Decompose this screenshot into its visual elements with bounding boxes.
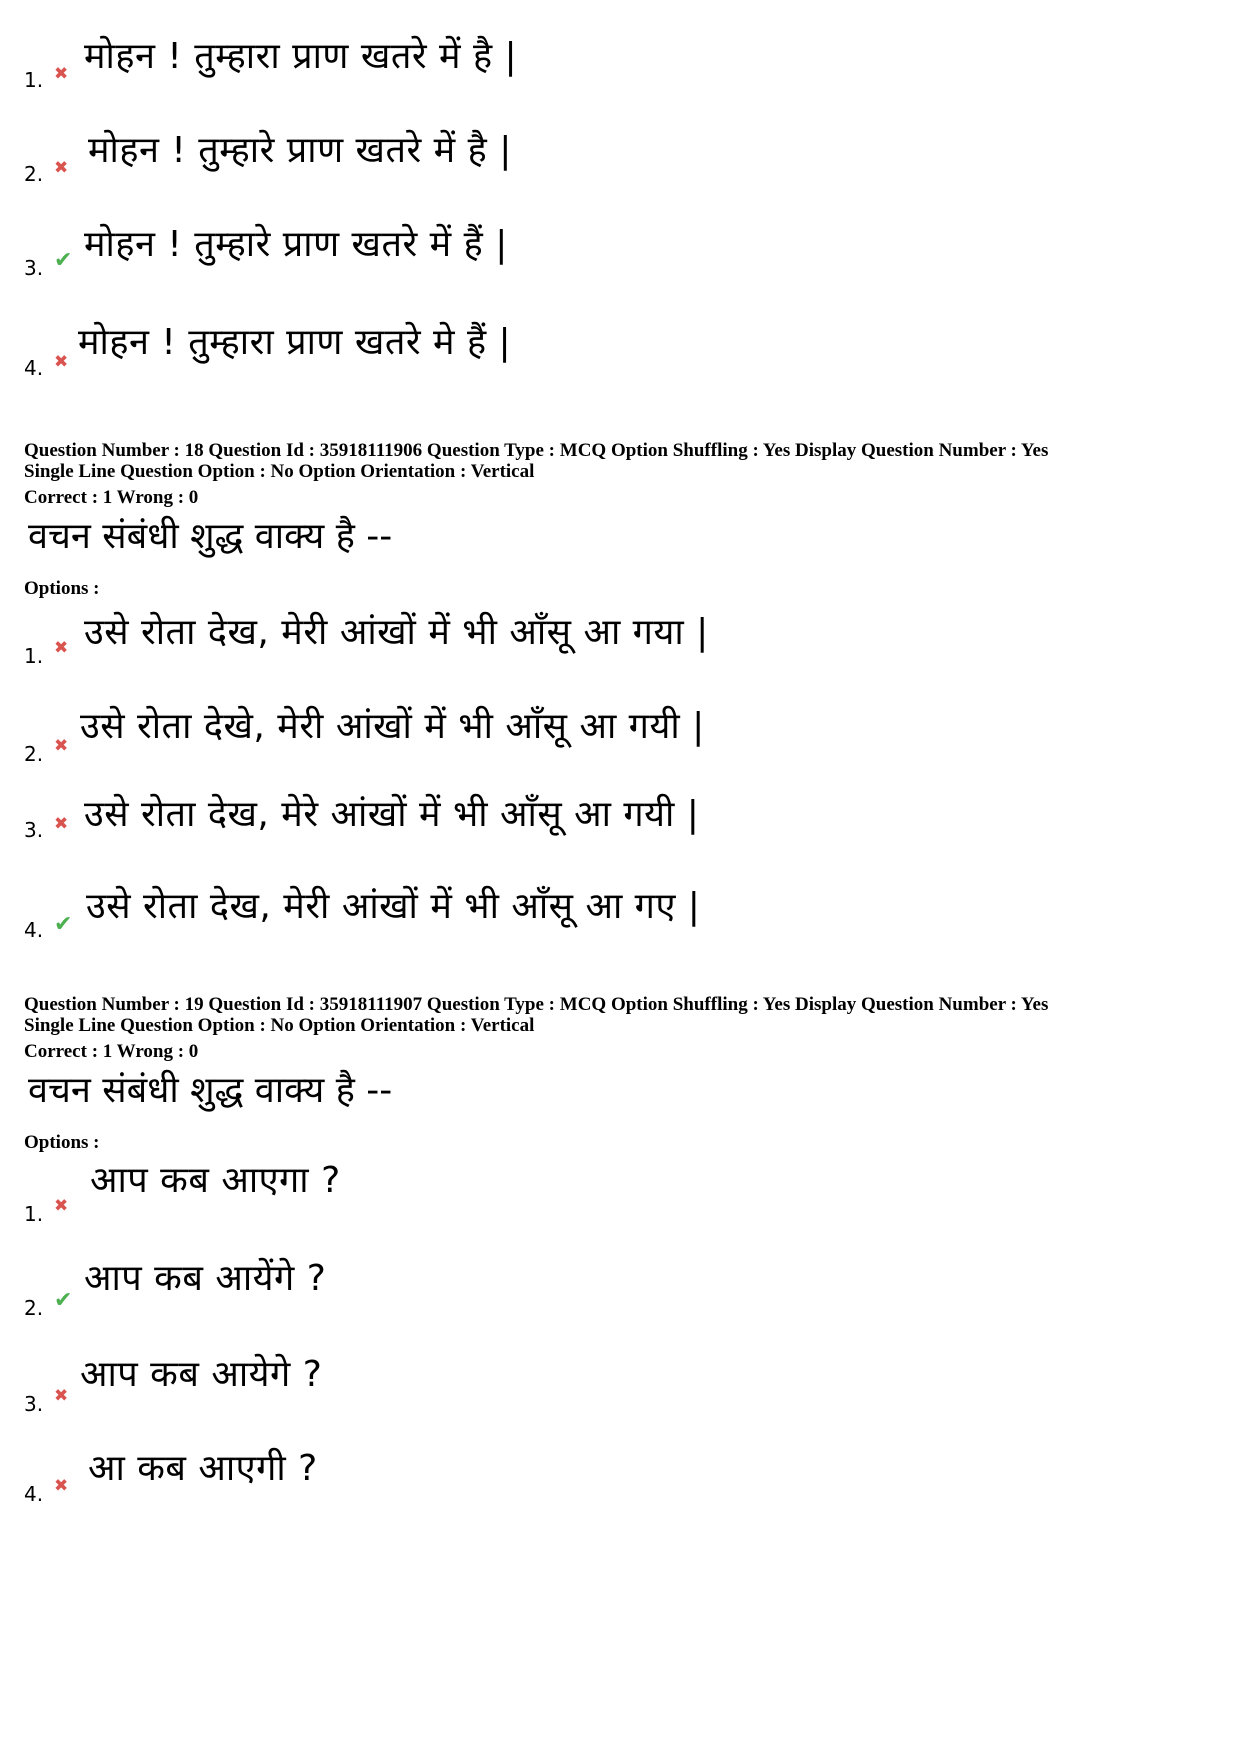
- question-meta-line-1: Question Number : 19 Question Id : 35918111907 Question Type : MCQ Option Shuffling : Yes Display Question Number : Yes: [24, 994, 1049, 1015]
- question-meta-line-1: Question Number : 18 Question Id : 35918111906 Question Type : MCQ Option Shuffling : Yes Display Question Number : Yes: [24, 440, 1049, 461]
- option-text: उसे रोता देख, मेरी आंखों में भी आँसू आ गए |: [86, 886, 701, 927]
- wrong-cross-icon: ✖: [54, 64, 69, 84]
- option-number: 1.: [24, 1202, 44, 1226]
- question-score: Correct : 1 Wrong : 0: [24, 1041, 199, 1062]
- wrong-cross-icon: ✖: [54, 352, 69, 372]
- q19-option-1: [0, 1150, 1200, 1240]
- q17-option-3: [0, 210, 1200, 300]
- option-number: 4.: [24, 356, 44, 380]
- question-score: Correct : 1 Wrong : 0: [24, 487, 199, 508]
- q19-option-4: [0, 1436, 1200, 1526]
- option-text: आप कब आएगा ?: [90, 1160, 341, 1201]
- wrong-cross-icon: ✖: [54, 1476, 69, 1496]
- option-number: 4.: [24, 1482, 44, 1506]
- question-meta-line-2: Single Line Question Option : No Option Orientation : Vertical: [24, 461, 535, 482]
- option-number: 3.: [24, 1392, 44, 1416]
- q18-option-4: [0, 868, 1200, 958]
- question-text: वचन संबंधी शुद्ध वाक्य है --: [28, 516, 393, 557]
- option-number: 4.: [24, 918, 44, 942]
- q18-option-1: [0, 600, 1200, 690]
- q19-option-2: [0, 1250, 1200, 1340]
- correct-check-icon: ✔: [54, 912, 73, 937]
- option-number: 3.: [24, 256, 44, 280]
- wrong-cross-icon: ✖: [54, 814, 69, 834]
- option-text: मोहन ! तुम्हारे प्राण खतरे में हैं |: [84, 224, 508, 265]
- q17-option-2: [0, 116, 1200, 206]
- q18-option-2: [0, 696, 1200, 786]
- correct-check-icon: ✔: [54, 1288, 73, 1313]
- options-label: Options :: [24, 578, 100, 599]
- option-text: आप कब आयेंगे ?: [84, 1258, 327, 1299]
- wrong-cross-icon: ✖: [54, 638, 69, 658]
- option-number: 1.: [24, 644, 44, 668]
- option-text: मोहन ! तुम्हारा प्राण खतरे में है |: [84, 36, 518, 77]
- correct-check-icon: ✔: [54, 248, 73, 273]
- option-number: 3.: [24, 818, 44, 842]
- wrong-cross-icon: ✖: [54, 736, 69, 756]
- q18-option-3: [0, 784, 1200, 874]
- option-text: मोहन ! तुम्हारा प्राण खतरे मे हैं |: [78, 322, 512, 363]
- option-number: 2.: [24, 1296, 44, 1320]
- options-label: Options :: [24, 1132, 100, 1153]
- option-number: 2.: [24, 742, 44, 766]
- option-number: 1.: [24, 68, 44, 92]
- wrong-cross-icon: ✖: [54, 1196, 69, 1216]
- option-text: उसे रोता देखे, मेरी आंखों में भी आँसू आ गयी |: [80, 706, 705, 747]
- option-text: आ कब आएगी ?: [88, 1448, 318, 1489]
- option-number: 2.: [24, 162, 44, 186]
- wrong-cross-icon: ✖: [54, 158, 69, 178]
- q17-option-4: [0, 310, 1200, 400]
- option-text: मोहन ! तुम्हारे प्राण खतरे में है |: [88, 130, 512, 171]
- option-text: आप कब आयेगे ?: [80, 1354, 323, 1395]
- option-text: उसे रोता देख, मेरे आंखों में भी आँसू आ गयी |: [84, 794, 700, 835]
- question-text: वचन संबंधी शुद्ध वाक्य है --: [28, 1070, 393, 1111]
- option-text: उसे रोता देख, मेरी आंखों में भी आँसू आ गया |: [84, 612, 709, 653]
- wrong-cross-icon: ✖: [54, 1386, 69, 1406]
- q19-option-3: [0, 1346, 1200, 1436]
- question-meta-line-2: Single Line Question Option : No Option Orientation : Vertical: [24, 1015, 535, 1036]
- q17-option-1: [0, 22, 1200, 112]
